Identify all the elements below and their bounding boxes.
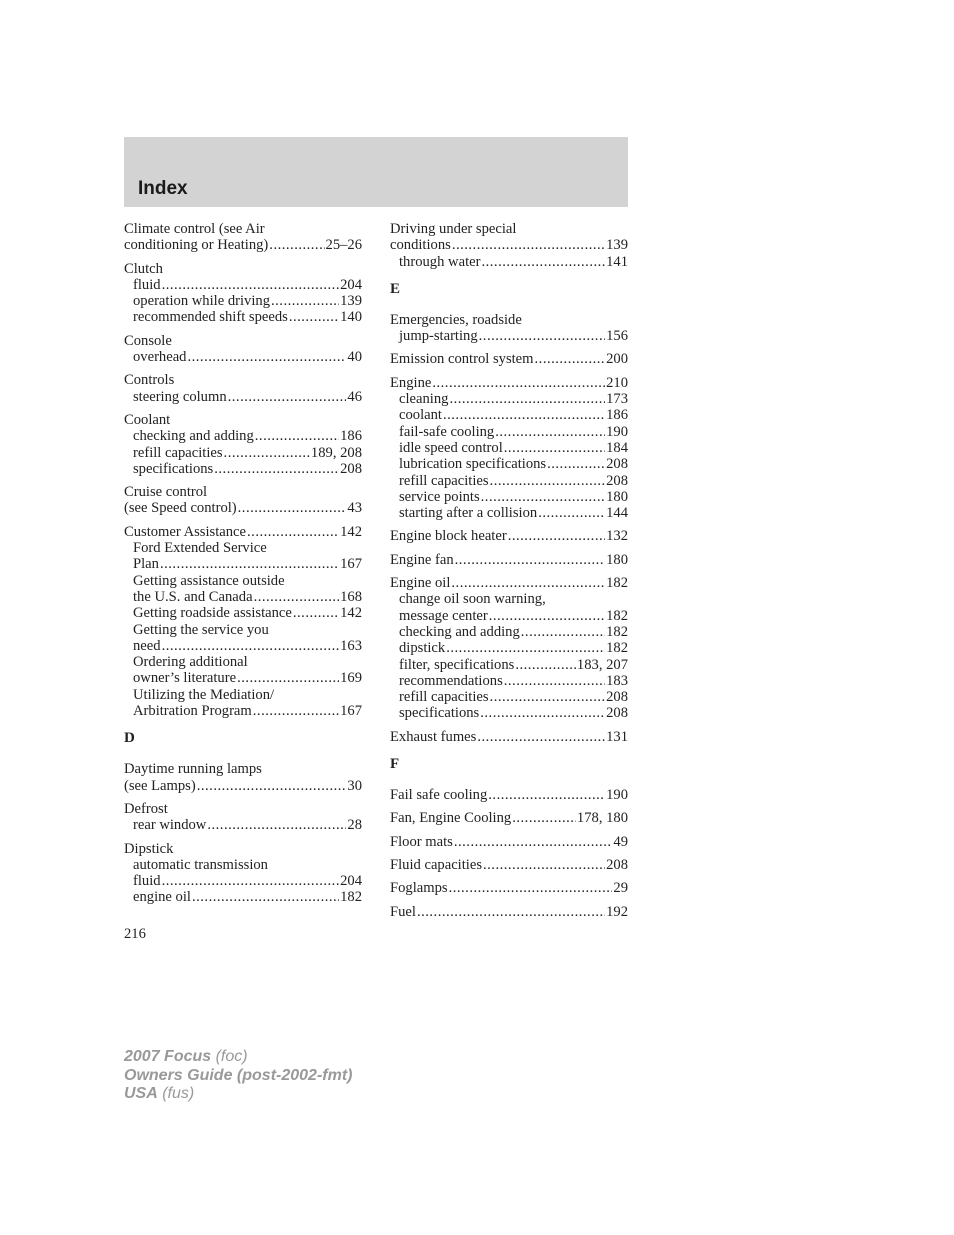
footer-model-code: (foc): [211, 1048, 248, 1065]
dot-leader: [160, 556, 339, 572]
index-term-text: Exhaust fumes: [390, 728, 477, 745]
index-term-text: Coolant: [124, 411, 171, 428]
footer-doc-info: [124, 1048, 352, 1104]
index-page-ref: 167: [340, 703, 362, 720]
index-subentry: [124, 589, 362, 605]
index-entry: [390, 834, 628, 850]
dot-leader: [192, 889, 339, 905]
page-title: Index: [138, 178, 188, 199]
index-subentry: [124, 654, 362, 670]
index-page-ref: 182: [606, 640, 628, 657]
index-term-text: Getting roadside assistance: [133, 605, 292, 622]
dot-leader: [521, 624, 605, 640]
index-entry: [390, 312, 628, 345]
index-term-text: fluid: [133, 873, 161, 890]
index-subentry: [124, 687, 362, 703]
index-page-ref: 25–26: [325, 237, 362, 254]
index-entry: [124, 801, 362, 834]
index-subentry: [124, 638, 362, 654]
index-term-text: Cruise control: [124, 484, 208, 501]
dot-leader: [455, 552, 605, 568]
index-page-ref: 180: [606, 551, 628, 568]
index-page-ref: 190: [606, 787, 628, 804]
dot-leader: [237, 670, 339, 686]
index-term: [390, 787, 628, 803]
index-term: [390, 552, 628, 568]
index-term: [390, 575, 628, 591]
index-subentry: [390, 440, 628, 456]
index-term-text: Customer Assistance: [124, 523, 247, 540]
dot-leader: [443, 407, 605, 423]
index-term-text: Engine block heater: [390, 528, 507, 545]
index-page-ref: 29: [613, 880, 628, 897]
index-term-text: Emission control system: [390, 351, 534, 368]
index-page-ref: 139: [606, 237, 628, 254]
footer-region-code: (fus): [157, 1085, 195, 1102]
index-page-ref: 139: [340, 293, 362, 310]
dot-leader: [535, 351, 606, 367]
footer-region: USA: [124, 1085, 158, 1102]
index-term: [124, 333, 362, 349]
index-page-ref: 208: [606, 705, 628, 722]
dot-leader: [477, 729, 605, 745]
index-term-text: (see Speed control): [124, 500, 237, 517]
index-entry: [124, 412, 362, 477]
index-term-text: Dipstick: [124, 840, 174, 857]
dot-leader: [224, 445, 310, 461]
index-page-ref: 30: [347, 777, 362, 794]
index-subentry: [124, 605, 362, 621]
index-page-ref: 183, 207: [576, 656, 628, 673]
index-term-text: Fail safe cooling: [390, 787, 488, 804]
index-term-text: the U.S. and Canada: [133, 588, 253, 605]
dot-leader: [207, 817, 346, 833]
index-term: [124, 221, 362, 237]
dot-leader: [214, 461, 339, 477]
index-term-text: conditioning or Heating): [124, 237, 269, 254]
index-term-text: rear window: [133, 817, 207, 834]
header-band: [124, 137, 628, 207]
dot-leader: [481, 489, 605, 505]
index-term-text: Engine fan: [390, 551, 454, 568]
index-page-ref: 43: [347, 500, 362, 517]
index-subentry: [390, 624, 628, 640]
index-term: [124, 500, 362, 516]
dot-leader: [515, 657, 576, 673]
index-term-text: Engine: [390, 374, 432, 391]
index-term-text: need: [133, 637, 161, 654]
index-subentry: [124, 389, 362, 405]
index-term: [124, 801, 362, 817]
index-term-text: filter, specifications: [399, 656, 515, 673]
dot-leader: [504, 440, 605, 456]
index-term-text: conditions: [390, 237, 451, 254]
index-entry: [124, 761, 362, 794]
index-subentry: [390, 591, 628, 607]
index-page-ref: 182: [606, 623, 628, 640]
index-page-ref: 204: [340, 873, 362, 890]
index-term-text: checking and adding: [133, 428, 254, 445]
index-term-text: Controls: [124, 372, 175, 389]
index-term-text: lubrication specifications: [399, 456, 547, 473]
index-column-right: [390, 221, 628, 927]
index-page-ref: 140: [340, 309, 362, 326]
index-term-text: (see Lamps): [124, 777, 196, 794]
index-term: [390, 904, 628, 920]
index-entry: [390, 787, 628, 803]
index-page-ref: 167: [340, 556, 362, 573]
index-term: [390, 237, 628, 253]
index-page-ref: 182: [606, 607, 628, 624]
index-page-ref: 142: [340, 523, 362, 540]
index-page-ref: 46: [347, 388, 362, 405]
dot-leader: [490, 689, 606, 705]
dot-leader: [449, 880, 613, 896]
dot-leader: [269, 237, 324, 253]
index-term-text: recommended shift speeds: [133, 309, 288, 326]
dot-leader: [293, 605, 339, 621]
index-page-ref: 208: [606, 856, 628, 873]
index-term-text: Getting assistance outside: [133, 572, 285, 589]
index-subentry: [124, 428, 362, 444]
dot-leader: [253, 703, 339, 719]
index-subentry: [124, 540, 362, 556]
index-entry: [390, 375, 628, 522]
index-letter-heading: E: [390, 280, 401, 297]
index-subentry: [124, 556, 362, 572]
index-term-text: cleaning: [399, 391, 449, 408]
dot-leader: [489, 608, 605, 624]
index-term-text: Console: [124, 332, 172, 349]
index-term-text: automatic transmission: [133, 856, 268, 873]
index-term: [124, 524, 362, 540]
index-term-text: jump-starting: [399, 328, 478, 345]
dot-leader: [480, 705, 605, 721]
index-entry: [124, 484, 362, 517]
index-entry: [390, 810, 628, 826]
index-subentry: [390, 505, 628, 521]
index-term: [390, 810, 628, 826]
index-term-text: Driving under special: [390, 221, 517, 237]
index-column-left: [124, 221, 362, 913]
index-subentry: [124, 293, 362, 309]
index-entry: [390, 880, 628, 896]
index-page-ref: 40: [347, 349, 362, 366]
index-term-text: change oil soon warning,: [399, 591, 546, 608]
dot-leader: [495, 424, 605, 440]
index-term: [124, 484, 362, 500]
index-term: [390, 312, 628, 328]
index-page-ref: 131: [606, 728, 628, 745]
index-term-text: Ordering additional: [133, 654, 248, 671]
index-entry: [124, 221, 362, 254]
dot-leader: [508, 528, 605, 544]
index-subentry: [390, 328, 628, 344]
dot-leader: [255, 428, 339, 444]
index-subentry: [124, 573, 362, 589]
index-entry: [390, 351, 628, 367]
index-page-ref: 186: [606, 407, 628, 424]
index-subentry: [390, 608, 628, 624]
index-page-ref: 204: [340, 276, 362, 293]
index-term: [124, 372, 362, 388]
index-term: [390, 834, 628, 850]
index-page-ref: 192: [606, 903, 628, 920]
index-subentry: [390, 473, 628, 489]
dot-leader: [452, 237, 605, 253]
index-term: [390, 351, 628, 367]
dot-leader: [446, 640, 605, 656]
index-page-ref: 156: [606, 328, 628, 345]
index-subentry: [124, 349, 362, 365]
footer-guide: Owners Guide (post-2002-fmt): [124, 1066, 353, 1084]
index-page-ref: 49: [613, 833, 628, 850]
index-term: [124, 412, 362, 428]
index-term: [390, 880, 628, 896]
index-term-text: Daytime running lamps: [124, 761, 262, 778]
index-term: [124, 237, 362, 253]
dot-leader: [271, 293, 339, 309]
index-term-text: dipstick: [399, 640, 446, 657]
index-subentry: [124, 445, 362, 461]
index-subentry: [390, 424, 628, 440]
index-term: [124, 261, 362, 277]
index-page-ref: 184: [606, 439, 628, 456]
index-subentry: [390, 456, 628, 472]
index-term-text: recommendations: [399, 672, 503, 689]
dot-leader: [417, 904, 605, 920]
dot-leader: [479, 328, 605, 344]
index-letter-heading: D: [124, 730, 135, 747]
index-entry: [390, 575, 628, 722]
dot-leader: [451, 575, 605, 591]
index-term-text: message center: [399, 607, 488, 624]
index-term: [390, 528, 628, 544]
index-entry: [124, 333, 362, 366]
index-subentry: [390, 640, 628, 656]
index-term-text: overhead: [133, 349, 187, 366]
index-term-text: Plan: [133, 556, 159, 573]
index-entry: [390, 528, 628, 544]
index-term-text: Engine oil: [390, 575, 451, 592]
index-term: [390, 221, 628, 237]
index-term-text: coolant: [399, 407, 442, 424]
index-subentry: [390, 689, 628, 705]
index-entry: [390, 221, 628, 270]
index-page-ref: 141: [606, 253, 628, 270]
dot-leader: [238, 500, 347, 516]
dot-leader: [247, 524, 339, 540]
index-page-ref: 208: [340, 460, 362, 477]
index-subentry: [390, 705, 628, 721]
index-page-ref: 208: [606, 456, 628, 473]
index-subentry: [124, 461, 362, 477]
dot-leader: [547, 456, 605, 472]
index-subentry: [390, 657, 628, 673]
index-term-text: Ford Extended Service: [133, 540, 267, 557]
index-term: [390, 375, 628, 391]
index-entry: [124, 841, 362, 906]
dot-leader: [162, 277, 340, 293]
index-page-ref: 190: [606, 423, 628, 440]
index-term-text: Fluid capacities: [390, 856, 482, 873]
index-term: [124, 841, 362, 857]
index-page-ref: 182: [340, 889, 362, 906]
dot-leader: [454, 834, 613, 850]
index-page-ref: 208: [606, 689, 628, 706]
dot-leader: [197, 778, 347, 794]
index-page-ref: 28: [347, 817, 362, 834]
dot-leader: [162, 873, 340, 889]
dot-leader: [162, 638, 340, 654]
index-page-ref: 200: [606, 351, 628, 368]
index-term-text: Floor mats: [390, 833, 453, 850]
index-entry: [124, 372, 362, 405]
index-subentry: [124, 622, 362, 638]
index-subentry: [390, 254, 628, 270]
dot-leader: [449, 391, 605, 407]
index-term-text: owner’s literature: [133, 670, 237, 687]
dot-leader: [490, 473, 606, 489]
index-subentry: [124, 889, 362, 905]
index-term-text: starting after a collision: [399, 505, 538, 522]
index-page-ref: 144: [606, 505, 628, 522]
index-term-text: steering column: [133, 388, 227, 405]
footer-model: 2007 Focus: [124, 1048, 212, 1065]
index-page-ref: 168: [340, 588, 362, 605]
index-page-ref: 163: [340, 637, 362, 654]
index-subentry: [390, 489, 628, 505]
index-subentry: [124, 857, 362, 873]
index-subentry: [390, 407, 628, 423]
index-term-text: Emergencies, roadside: [390, 311, 522, 328]
index-term-text: refill capacities: [133, 444, 223, 461]
index-page-ref: 189, 208: [310, 444, 362, 461]
dot-leader: [488, 787, 605, 803]
index-page-ref: 142: [340, 605, 362, 622]
dot-leader: [254, 589, 340, 605]
index-term: [390, 729, 628, 745]
index-entry: [124, 261, 362, 326]
index-subentry: [390, 391, 628, 407]
index-term: [124, 778, 362, 794]
index-entry: [390, 904, 628, 920]
index-page-ref: 169: [340, 670, 362, 687]
index-entry: [390, 857, 628, 873]
index-page-ref: 182: [606, 575, 628, 592]
dot-leader: [289, 309, 339, 325]
index-term-text: refill capacities: [399, 472, 489, 489]
index-term-text: checking and adding: [399, 623, 520, 640]
index-page-ref: 180: [606, 488, 628, 505]
index-subentry: [124, 277, 362, 293]
index-entry: [390, 729, 628, 745]
dot-leader: [512, 810, 576, 826]
index-subentry: [124, 309, 362, 325]
index-term-text: Fuel: [390, 903, 416, 920]
index-term-text: Getting the service you: [133, 621, 269, 638]
index-page-ref: 183: [606, 672, 628, 689]
dot-leader: [538, 505, 605, 521]
index-letter-heading: F: [390, 756, 400, 773]
dot-leader: [432, 375, 605, 391]
index-term-text: Utilizing the Mediation/: [133, 686, 275, 703]
index-term-text: refill capacities: [399, 689, 489, 706]
dot-leader: [481, 254, 605, 270]
index-term-text: through water: [399, 253, 481, 270]
index-term-text: Defrost: [124, 800, 168, 817]
index-term-text: Foglamps: [390, 880, 448, 897]
index-subentry: [124, 873, 362, 889]
index-term: [124, 761, 362, 777]
index-page-ref: 132: [606, 528, 628, 545]
index-entry: [124, 524, 362, 720]
index-term-text: specifications: [133, 460, 214, 477]
index-term-text: idle speed control: [399, 439, 503, 456]
index-term-text: fail-safe cooling: [399, 423, 495, 440]
index-subentry: [124, 817, 362, 833]
index-term-text: fluid: [133, 276, 161, 293]
index-term-text: Clutch: [124, 260, 163, 277]
index-subentry: [124, 703, 362, 719]
index-page-ref: 173: [606, 391, 628, 408]
page-number: 216: [124, 926, 146, 942]
dot-leader: [187, 349, 346, 365]
index-page-ref: 186: [340, 428, 362, 445]
dot-leader: [228, 389, 347, 405]
index-term-text: Fan, Engine Cooling: [390, 810, 512, 827]
index-page-ref: 208: [606, 472, 628, 489]
index-term-text: operation while driving: [133, 293, 270, 310]
index-page-ref: 178, 180: [576, 810, 628, 827]
index-term-text: specifications: [399, 705, 480, 722]
index-term-text: Climate control (see Air: [124, 221, 265, 237]
dot-leader: [483, 857, 605, 873]
index-subentry: [124, 670, 362, 686]
index-entry: [390, 552, 628, 568]
index-term-text: service points: [399, 488, 480, 505]
index-term: [390, 857, 628, 873]
index-term-text: Arbitration Program: [133, 703, 252, 720]
index-term-text: engine oil: [133, 889, 191, 906]
dot-leader: [504, 673, 605, 689]
index-subentry: [390, 673, 628, 689]
index-page-ref: 210: [606, 374, 628, 391]
